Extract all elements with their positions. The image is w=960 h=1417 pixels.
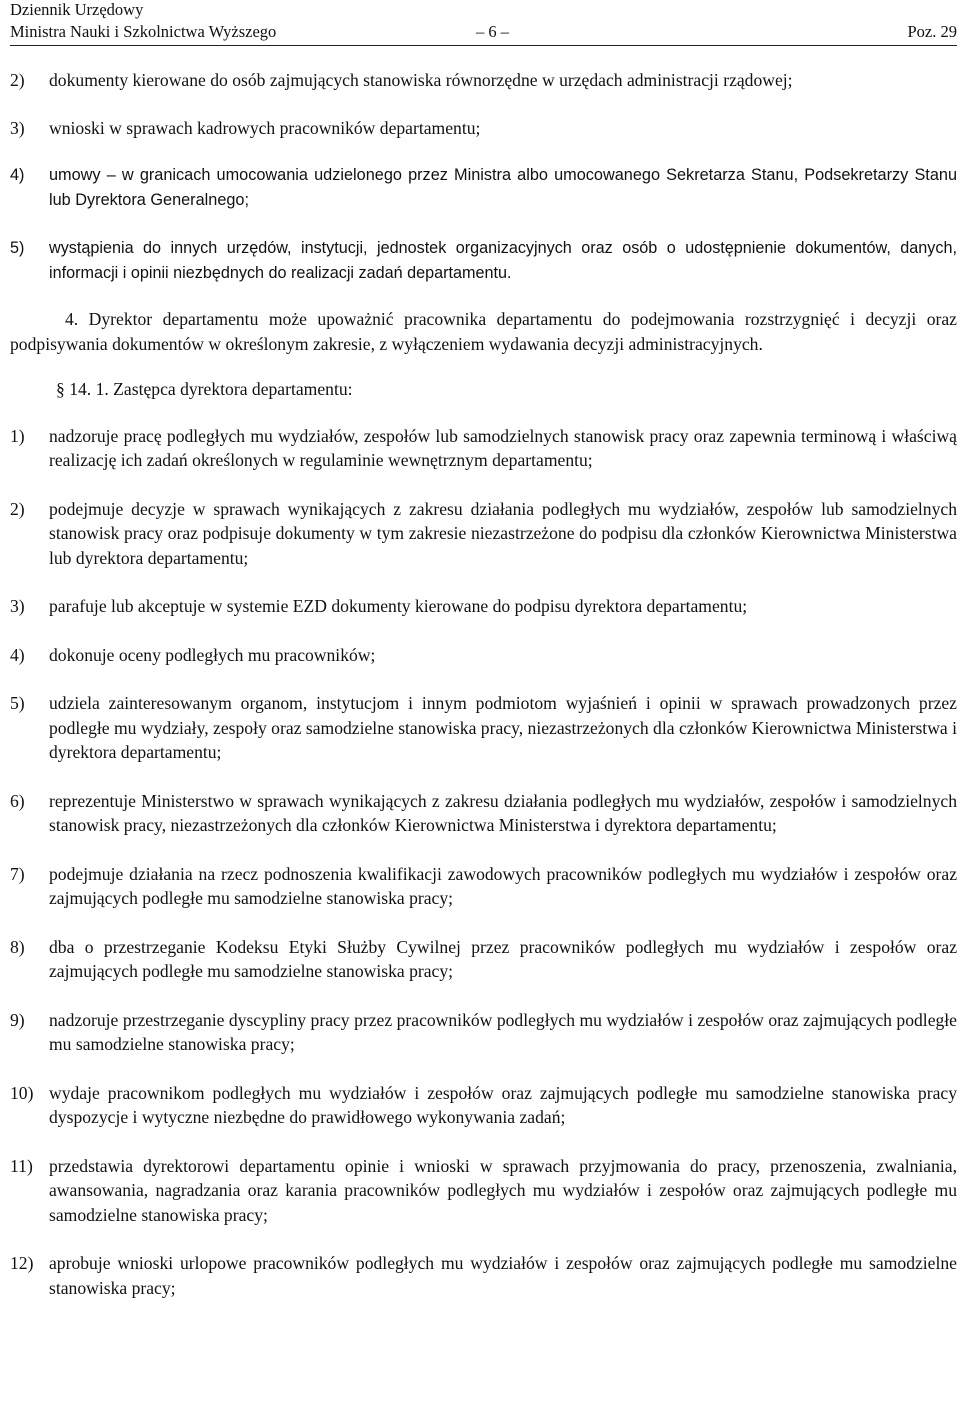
item-number: 1) (10, 425, 25, 446)
paragraph-4: 4. Dyrektor departamentu może upoważnić pracownika departamentu do podejmowania rozstrzygnięć i decyzji oraz podpisywania dokumentów w określonym zakresie, z wyłączeniem wydawania decyzji administracyjnych. (10, 309, 957, 354)
item-text: wnioski w sprawach kadrowych pracowników departamentu; (49, 117, 481, 138)
list-item (10, 236, 957, 285)
list-item (10, 691, 957, 765)
item-number: 5) (10, 239, 25, 257)
list-item (10, 1154, 957, 1228)
item-text: nadzoruje przestrzeganie dyscypliny pracy przez pracowników podległych mu wydziałów i zespołów oraz zajmujących podległe mu samodzielne stanowiska pracy; (49, 1009, 957, 1054)
position-number: Poz. 29 (907, 22, 957, 41)
item-number: 4) (10, 644, 25, 665)
list-item (10, 935, 957, 984)
list-item (10, 116, 957, 141)
item-number: 4) (10, 166, 25, 184)
list-item (10, 424, 957, 473)
page-number: – 6 – (476, 22, 509, 41)
item-text: nadzoruje pracę podległych mu wydziałów, zespołów lub samodzielnych stanowisk pracy oraz zapewnia terminową i właściwą realizację ich zadań określonych w regulaminie wewnętrznym departamentu; (49, 425, 957, 470)
item-text: udziela zainteresowanym organom, instytucjom i innym podmiotom wyjaśnień i opinii w sprawach prowadzonych przez podległe mu wydziały, zespoły oraz samodzielne stanowiska pracy, niezastrzeżonych dla członków Kierownictwa Ministerstwa i dyrektora departamentu; (49, 693, 957, 762)
item-number: 2) (10, 498, 25, 519)
section-14-heading: § 14. 1. Zastępca dyrektora departamentu: (56, 379, 353, 399)
item-text: dokumenty kierowane do osób zajmujących stanowiska równorzędne w urzędach administracji rządowej; (49, 70, 793, 90)
list-item (10, 862, 957, 911)
item-text: wydaje pracownikom podległych mu wydziałów i zespołów oraz zajmujących podległe mu samodzielne stanowiska pracy dyspozycje i wytyczne niezbędne do prawidłowego wykonywania zadań; (49, 1082, 957, 1127)
item-text: dba o przestrzeganie Kodeksu Etyki Służby Cywilnej przez pracowników podległych mu wydziałów i zespołów oraz zajmujących podległe mu samodzielne stanowiska pracy; (49, 936, 957, 981)
list-item (10, 594, 957, 619)
item-number: 8) (10, 936, 25, 957)
list-item (10, 163, 957, 212)
item-text: podejmuje działania na rzecz podnoszenia kwalifikacji zawodowych pracowników podległych mu wydziałów i zespołów oraz zajmujących podległe mu samodzielne stanowiska pracy; (49, 863, 957, 908)
list-item (10, 68, 957, 93)
item-number: 9) (10, 1009, 25, 1030)
list-item (10, 643, 957, 668)
item-text: parafuje lub akceptuje w systemie EZD dokumenty kierowane do podpisu dyrektora departamentu; (49, 596, 748, 616)
item-text: przedstawia dyrektorowi departamentu opinie i wnioski w sprawach przyjmowania do pracy, przenoszenia, zwalniania, awansowania, nagradzania oraz karania pracowników podległych mu wydziałów i zespołów oraz zajmujących podległe mu samodzielne stanowiska pracy; (49, 1155, 957, 1225)
item-text: umowy – w granicach umocowania udzielonego przez Ministra albo umocowanego Sekretarza Stanu, Podsekretarzy Stanu lub Dyrektora Generalnego; (49, 166, 957, 209)
journal-title: Dziennik Urzędowy (10, 0, 144, 19)
item-number: 3) (10, 596, 25, 616)
item-number: 7) (10, 863, 25, 884)
list-item (10, 1081, 957, 1130)
ministry-name: Ministra Nauki i Szkolnictwa Wyższego (10, 22, 277, 41)
item-text: podejmuje decyzje w sprawach wynikających z zakresu działania podległych mu wydziałów, zespołów lub samodzielnych stanowisk pracy oraz podpisuje dokumenty w tym zakresie niezastrzeżone do podpisu dla członków Kierownictwa Ministerstwa lub dyrektora departamentu; (49, 498, 957, 568)
list-item (10, 789, 957, 838)
item-text: wystąpienia do innych urzędów, instytucji, jednostek organizacyjnych oraz osób o udostępnienie dokumentów, danych, informacji i opinii niezbędnych do realizacji zadań departamentu. (49, 239, 957, 282)
item-text: aprobuje wnioski urlopowe pracowników podległych mu wydziałów i zespołów oraz zajmujących podległe mu samodzielne stanowiska pracy; (49, 1253, 957, 1298)
item-number: 3) (10, 117, 25, 138)
item-text: dokonuje oceny podległych mu pracowników; (49, 644, 376, 665)
list-item (10, 1008, 957, 1057)
item-number: 2) (10, 70, 25, 90)
header-rule (10, 45, 957, 46)
page-header (10, 0, 957, 46)
item-text: reprezentuje Ministerstwo w sprawach wynikających z zakresu działania podległych mu wydziałów, zespołów i samodzielnych stanowisk pracy, niezastrzeżonych dla członków Kierownictwa Ministerstwa i dyrektora departamentu; (49, 790, 957, 835)
item-number: 12) (10, 1253, 34, 1273)
document-body (10, 68, 957, 1300)
item-number: 10) (10, 1082, 34, 1103)
item-number: 11) (10, 1155, 33, 1176)
document-page (10, 0, 957, 1417)
list-item (10, 497, 957, 571)
list-item (10, 1251, 957, 1300)
item-number: 5) (10, 693, 25, 713)
item-number: 6) (10, 790, 25, 811)
